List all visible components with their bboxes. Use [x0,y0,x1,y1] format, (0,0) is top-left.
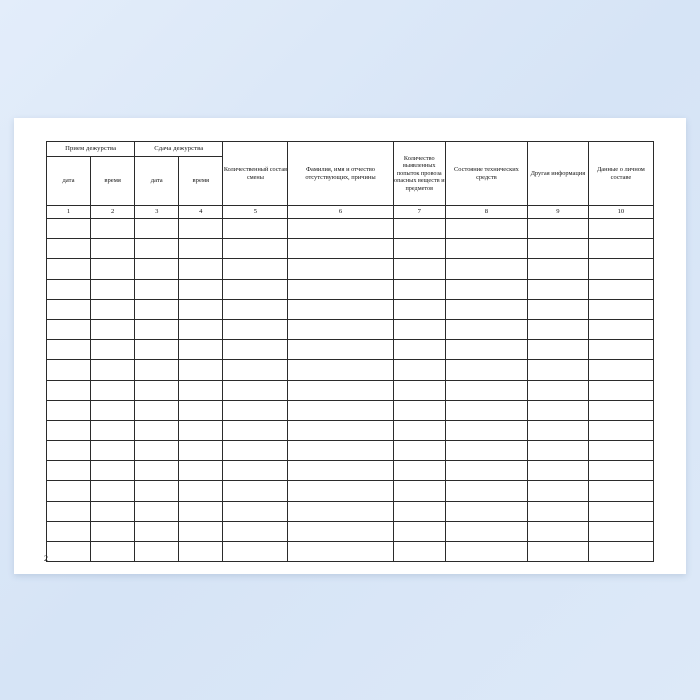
table-cell[interactable] [446,400,528,420]
table-cell[interactable] [91,481,135,501]
table-cell[interactable] [47,481,91,501]
table-cell[interactable] [179,380,223,400]
table-cell[interactable] [135,340,179,360]
table-cell[interactable] [91,340,135,360]
table-cell[interactable] [91,299,135,319]
table-cell[interactable] [393,299,446,319]
table-cell[interactable] [223,360,288,380]
table-cell[interactable] [393,219,446,239]
table-cell[interactable] [135,239,179,259]
header-row-groups [47,142,654,157]
table-cell[interactable] [223,380,288,400]
table-cell[interactable] [446,481,528,501]
table-cell[interactable] [47,441,91,461]
table-cell[interactable] [223,542,288,562]
table-cell[interactable] [288,239,393,259]
table-cell[interactable] [588,461,653,481]
table-cell[interactable] [288,259,393,279]
header-absent-names: Фамилия, имя и отчество отсутствующих, причины [288,142,393,206]
table-cell[interactable] [135,542,179,562]
table-cell[interactable] [527,400,588,420]
table-cell[interactable] [135,319,179,339]
table-cell[interactable] [223,400,288,420]
table-cell[interactable] [527,340,588,360]
page-number: 2 [44,554,48,563]
table-cell[interactable] [179,279,223,299]
table-cell[interactable] [91,501,135,521]
duty-journal-table [46,141,654,562]
table-cell[interactable] [288,400,393,420]
table-cell[interactable] [527,259,588,279]
header-group-acceptance: Прием дежурства [47,142,135,157]
table-cell[interactable] [223,239,288,259]
column-number: 1 [47,206,91,219]
table-cell[interactable] [135,279,179,299]
table-cell[interactable] [91,461,135,481]
table-cell[interactable] [393,319,446,339]
table-cell[interactable] [135,400,179,420]
table-cell[interactable] [223,299,288,319]
table-cell[interactable] [588,239,653,259]
column-number: 8 [446,206,528,219]
table-cell[interactable] [527,542,588,562]
table-row[interactable] [47,360,654,380]
table-row[interactable] [47,542,654,562]
table-row[interactable] [47,219,654,239]
table-cell[interactable] [135,481,179,501]
table-cell[interactable] [527,481,588,501]
table-cell[interactable] [446,299,528,319]
table-cell[interactable] [446,219,528,239]
table-cell[interactable] [588,360,653,380]
table-cell[interactable] [288,420,393,440]
table-cell[interactable] [223,461,288,481]
table-cell[interactable] [527,461,588,481]
table-cell[interactable] [91,319,135,339]
table-cell[interactable] [527,279,588,299]
table-cell[interactable] [91,441,135,461]
table-cell[interactable] [527,441,588,461]
table-cell[interactable] [179,441,223,461]
table-cell[interactable] [288,360,393,380]
table-cell[interactable] [393,360,446,380]
column-number: 10 [588,206,653,219]
table-cell[interactable] [393,542,446,562]
table-cell[interactable] [288,501,393,521]
table-cell[interactable] [135,219,179,239]
table-cell[interactable] [288,299,393,319]
table-cell[interactable] [47,279,91,299]
table-cell[interactable] [527,319,588,339]
table-cell[interactable] [135,461,179,481]
table-cell[interactable] [223,259,288,279]
table-cell[interactable] [527,521,588,541]
table-cell[interactable] [527,420,588,440]
table-cell[interactable] [223,481,288,501]
table-cell[interactable] [446,319,528,339]
table-cell[interactable] [446,521,528,541]
journal-data-rows [47,219,654,562]
table-cell[interactable] [179,501,223,521]
header-other-info: Другая информация [527,142,588,206]
table-row[interactable] [47,481,654,501]
table-cell[interactable] [223,501,288,521]
table-cell[interactable] [135,299,179,319]
table-row[interactable] [47,400,654,420]
table-cell[interactable] [91,219,135,239]
header-detected-attempts: Количество выявленных попыток провоза опасных веществ и предметов [393,142,446,206]
table-cell[interactable] [288,521,393,541]
table-row[interactable] [47,340,654,360]
table-cell[interactable] [288,219,393,239]
table-cell[interactable] [47,400,91,420]
header-technical-means: Состояние технических средств [446,142,528,206]
table-row[interactable] [47,239,654,259]
table-cell[interactable] [179,219,223,239]
table-cell[interactable] [588,542,653,562]
table-cell[interactable] [446,259,528,279]
table-cell[interactable] [91,400,135,420]
table-cell[interactable] [288,441,393,461]
column-number: 9 [527,206,588,219]
table-cell[interactable] [223,340,288,360]
table-row[interactable] [47,420,654,440]
table-cell[interactable] [179,299,223,319]
table-cell[interactable] [446,461,528,481]
table-cell[interactable] [588,380,653,400]
table-cell[interactable] [223,279,288,299]
table-cell[interactable] [446,420,528,440]
table-cell[interactable] [588,299,653,319]
table-cell[interactable] [179,400,223,420]
table-cell[interactable] [393,461,446,481]
table-cell[interactable] [91,521,135,541]
table-cell[interactable] [288,380,393,400]
table-cell[interactable] [135,441,179,461]
table-cell[interactable] [135,380,179,400]
table-cell[interactable] [135,360,179,380]
table-cell[interactable] [135,420,179,440]
header-handover-date: дата [135,157,179,206]
table-cell[interactable] [588,400,653,420]
table-cell[interactable] [47,501,91,521]
table-cell[interactable] [393,501,446,521]
table-cell[interactable] [179,461,223,481]
header-shift-composition: Количественный состав смены [223,142,288,206]
table-cell[interactable] [91,360,135,380]
table-cell[interactable] [393,521,446,541]
table-row[interactable] [47,259,654,279]
table-cell[interactable] [446,239,528,259]
table-cell[interactable] [47,542,91,562]
document-page [14,118,686,574]
column-number: 5 [223,206,288,219]
table-cell[interactable] [179,340,223,360]
table-cell[interactable] [47,299,91,319]
table-cell[interactable] [91,239,135,259]
column-number: 7 [393,206,446,219]
table-cell[interactable] [179,481,223,501]
table-row[interactable] [47,279,654,299]
table-cell[interactable] [393,380,446,400]
table-cell[interactable] [588,340,653,360]
table-cell[interactable] [135,521,179,541]
table-cell[interactable] [588,420,653,440]
table-row[interactable] [47,299,654,319]
table-cell[interactable] [588,501,653,521]
table-cell[interactable] [223,319,288,339]
table-cell[interactable] [135,259,179,279]
table-cell[interactable] [446,279,528,299]
table-cell[interactable] [393,259,446,279]
table-cell[interactable] [393,441,446,461]
table-cell[interactable] [179,521,223,541]
table-cell[interactable] [588,219,653,239]
table-cell[interactable] [527,380,588,400]
table-cell[interactable] [393,279,446,299]
table-cell[interactable] [179,360,223,380]
table-cell[interactable] [393,481,446,501]
table-cell[interactable] [588,481,653,501]
table-cell[interactable] [527,501,588,521]
table-cell[interactable] [588,279,653,299]
table-row[interactable] [47,380,654,400]
table-cell[interactable] [223,219,288,239]
table-cell[interactable] [47,259,91,279]
table-cell[interactable] [288,319,393,339]
table-cell[interactable] [91,542,135,562]
table-cell[interactable] [527,360,588,380]
table-cell[interactable] [588,319,653,339]
table-cell[interactable] [91,420,135,440]
header-group-handover: Сдача дежурства [135,142,223,157]
table-cell[interactable] [288,340,393,360]
table-cell[interactable] [179,259,223,279]
table-cell[interactable] [393,340,446,360]
header-handover-time: время [179,157,223,206]
table-cell[interactable] [47,340,91,360]
table-cell[interactable] [446,380,528,400]
table-cell[interactable] [393,420,446,440]
table-cell[interactable] [91,259,135,279]
journal-table-container [46,141,654,562]
table-cell[interactable] [527,219,588,239]
table-cell[interactable] [288,461,393,481]
table-cell[interactable] [47,521,91,541]
table-row[interactable] [47,501,654,521]
table-cell[interactable] [223,420,288,440]
table-cell[interactable] [588,259,653,279]
table-cell[interactable] [179,319,223,339]
table-cell[interactable] [288,481,393,501]
header-personnel-data: Данные о личном составе [588,142,653,206]
table-row[interactable] [47,461,654,481]
table-cell[interactable] [47,219,91,239]
table-cell[interactable] [47,319,91,339]
table-cell[interactable] [446,501,528,521]
table-cell[interactable] [527,299,588,319]
column-number: 4 [179,206,223,219]
table-cell[interactable] [179,420,223,440]
column-number: 3 [135,206,179,219]
table-cell[interactable] [47,380,91,400]
table-cell[interactable] [47,420,91,440]
table-cell[interactable] [446,360,528,380]
column-number-row [47,206,654,219]
column-number: 6 [288,206,393,219]
table-cell[interactable] [223,521,288,541]
table-cell[interactable] [47,360,91,380]
table-row[interactable] [47,319,654,339]
table-row[interactable] [47,521,654,541]
table-cell[interactable] [588,521,653,541]
header-acceptance-time: время [91,157,135,206]
table-cell[interactable] [223,441,288,461]
table-cell[interactable] [288,542,393,562]
table-cell[interactable] [393,400,446,420]
table-cell[interactable] [288,279,393,299]
table-row[interactable] [47,441,654,461]
table-cell[interactable] [527,239,588,259]
table-cell[interactable] [91,279,135,299]
table-cell[interactable] [91,380,135,400]
table-cell[interactable] [446,441,528,461]
table-cell[interactable] [179,542,223,562]
table-cell[interactable] [179,239,223,259]
column-number: 2 [91,206,135,219]
table-cell[interactable] [47,461,91,481]
header-acceptance-date: дата [47,157,91,206]
table-cell[interactable] [446,340,528,360]
table-cell[interactable] [393,239,446,259]
table-cell[interactable] [446,542,528,562]
table-cell[interactable] [135,501,179,521]
table-cell[interactable] [588,441,653,461]
table-cell[interactable] [47,239,91,259]
